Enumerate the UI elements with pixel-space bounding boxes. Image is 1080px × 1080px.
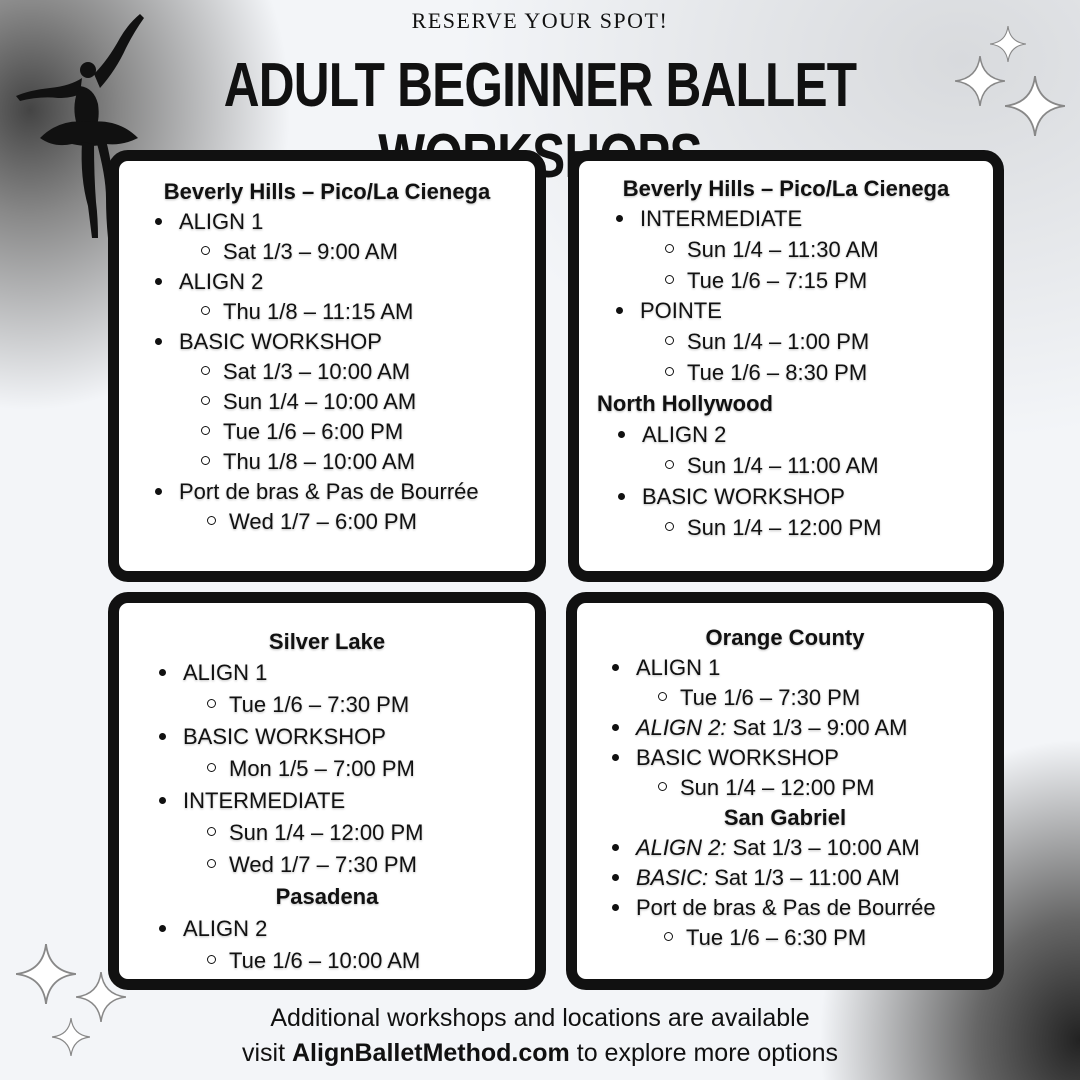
page-title: ADULT BEGINNER BALLET [223,51,857,120]
location-heading: Orange County [705,625,865,650]
session-item: Thu 1/8 – 11:15 AM [223,299,414,324]
session-item: Tue 1/6 – 10:00 AM [229,948,421,973]
workshop-item: ALIGN 2 [183,916,268,941]
sparkle-icon [1005,76,1065,136]
sparkle-icon [76,972,126,1022]
footer-line-2 [0,1039,1080,1068]
session-item: Tue 1/6 – 6:00 PM [223,419,404,444]
workshop-item: BASIC WORKSHOP [179,329,382,354]
location-heading: Silver Lake [268,629,386,654]
location-heading: North Hollywood [597,391,773,416]
session-item: Thu 1/8 – 10:00 AM [223,449,416,474]
session-item: Sun 1/4 – 1:00 PM [687,329,870,354]
session-item: Tue 1/6 – 7:30 PM [229,692,410,717]
workshop-item: BASIC WORKSHOP [636,745,839,770]
schedule-panel-4 [566,592,1004,990]
location-heading: San Gabriel [723,805,847,830]
footer-explore-text: to explore more options [569,1039,838,1067]
workshop-session-inline: Sat 1/3 – 10:00 AM [726,835,920,860]
workshop-item: ALIGN 2 [642,422,727,447]
session-item: Sun 1/4 – 10:00 AM [223,389,417,414]
workshop-item: Port de bras & Pas de Bourrée [179,479,479,504]
workshop-item: Port de bras & Pas de Bourrée [636,895,936,920]
session-item: Wed 1/7 – 7:30 PM [229,852,417,877]
workshop-item: ALIGN 1 [183,660,268,685]
session-item: Sun 1/4 – 12:00 PM [229,820,424,845]
sparkle-icon [52,1018,90,1056]
schedule-panel-3 [108,592,546,990]
workshop-item: BASIC WORKSHOP [183,724,386,749]
workshop-item [636,865,900,891]
reserve-kicker: RESERVE YOUR SPOT! [411,8,669,33]
session-item: Tue 1/6 – 6:30 PM [686,925,867,950]
session-item: Sat 1/3 – 10:00 AM [223,359,411,384]
location-heading: Pasadena [275,884,379,909]
session-item: Tue 1/6 – 8:30 PM [687,360,868,385]
session-item: Wed 1/7 – 6:00 PM [229,509,417,534]
session-item: Sun 1/4 – 12:00 PM [687,515,882,540]
footer-line-1: Additional workshops and locations are available [270,1004,810,1032]
sparkle-icon [955,56,1005,106]
session-item: Sun 1/4 – 11:00 AM [687,453,879,478]
website-link[interactable]: AlignBalletMethod.com [292,1039,570,1067]
workshop-item: BASIC WORKSHOP [642,484,845,509]
workshop-item [636,715,908,741]
workshop-item: INTERMEDIATE [183,788,346,813]
workshop-session-inline: Sat 1/3 – 9:00 AM [726,715,908,740]
sparkle-icon [16,944,76,1004]
workshop-item [636,835,920,861]
workshop-prefix: ALIGN 2: [636,835,727,860]
workshop-item: POINTE [640,298,722,323]
workshop-item: ALIGN 2 [179,269,264,294]
workshop-prefix: BASIC: [636,865,709,890]
location-heading: Beverly Hills – Pico/La Cienega [163,179,491,204]
workshop-session-inline: Sat 1/3 – 11:00 AM [708,865,900,890]
session-item: Sun 1/4 – 12:00 PM [680,775,875,800]
session-item: Tue 1/6 – 7:15 PM [687,268,868,293]
footer-visit-text: visit [242,1039,292,1067]
workshop-item: ALIGN 1 [179,209,264,234]
session-item: Sun 1/4 – 11:30 AM [687,237,879,262]
location-heading: Beverly Hills – Pico/La Cienega [622,176,950,201]
workshop-item: ALIGN 1 [636,655,721,680]
session-item: Sat 1/3 – 9:00 AM [223,239,398,264]
schedule-panel-2 [568,150,1004,582]
session-item: Tue 1/6 – 7:30 PM [680,685,861,710]
session-item: Mon 1/5 – 7:00 PM [229,756,415,781]
schedule-panel-1 [108,150,546,582]
workshop-prefix: ALIGN 2: [636,715,727,740]
workshop-item: INTERMEDIATE [640,206,803,231]
